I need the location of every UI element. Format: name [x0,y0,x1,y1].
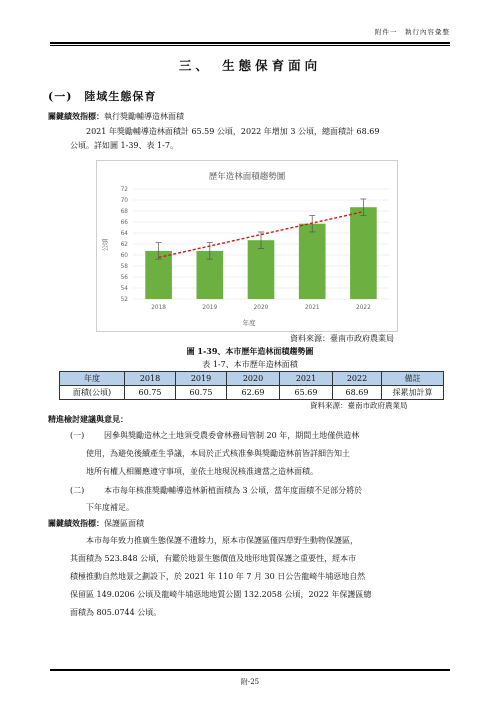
indicator-2-label: 關鍵績效指標： [48,518,104,528]
table-cell: 採累加計算 [382,386,444,400]
chart-xtick-label: 2022 [356,305,371,311]
review-label: 精進檢討建議與意見： [48,414,128,424]
review-item-1-line-2: 使用，為避免後續產生爭議，本局於正式核准參與獎勵造林前皆詳細告知土 [86,449,350,458]
review-item-2-line-1: 本市每年核准獎勵輔導造林新植面積為 3 公頃，當年度面積不足部分將於 [104,486,363,495]
trend-chart [96,160,398,332]
indicator-1-label: 關鍵績效指標： [48,111,104,121]
review-item-2-line-2: 下年度補足。 [86,503,134,512]
indicator-1-paragraph-line-1: 2021 年獎勵輔導造林面積計 65.59 公頃，2022 年增加 3 公頃，總面積計 68.69 [86,127,380,136]
indicator-1-paragraph-line-2: 公頃。詳如圖 1-39、表 1-7。 [70,141,178,150]
chart-title: 歷年造林面積趨勢圖 [208,172,286,182]
chart-ytick-label: 56 [120,275,128,282]
chart-svg [97,161,397,331]
table-header-cell: 年度 [60,372,125,386]
header-rule [50,42,450,46]
review-item-1-line-3: 地所有權人相關應遵守事項，並依土地現況核准適當之造林面積。 [86,467,318,476]
table-header-cell: 2022 [333,372,382,386]
table-cell: 60.75 [176,386,227,400]
table-header-cell: 2020 [227,372,280,386]
indicator-2-line-3: 積極推動自然地景之劃設下，於 2021 年 110 年 7 月 30 日公告龍崎牛埔惡地自然 [70,572,366,581]
indicator-2-line-5: 面積為 805.0744 公頃。 [70,608,162,617]
chart-ytick-label: 68 [120,209,128,216]
review-item-1-num: (一) [70,431,85,440]
table-row [60,386,444,400]
chart-bar [350,207,377,299]
chart-xtick-label: 2020 [253,305,269,311]
table-cell: 62.69 [227,386,280,400]
figure-source: 資料來源：臺南市政府農業局 [290,334,394,343]
running-header: 附件一 執行內容彙整 [375,28,450,36]
page-number: 附-25 [240,678,260,686]
indicator-1 [48,109,184,124]
section-title: 三、 生態保育面向 [178,58,322,73]
indicator-2-line-4: 保留區 149.0206 公頃及龍崎牛埔惡地地質公園 132.2058 公頃，2022 年保護區總 [70,590,372,599]
footer-rule [50,669,450,671]
table-cell: 68.69 [333,386,382,400]
chart-ytick-label: 64 [120,231,128,238]
chart-ytick-label: 62 [120,242,128,249]
table-header-row [60,372,444,386]
review-item-2-num: (二) [70,486,85,495]
review-item-1-line-1: 因參與獎勵造林之土地須受農委會林務局管制 20 年，期間土地僅供造林 [104,431,360,440]
chart-ytick-label: 60 [120,253,128,260]
chart-ylabel: 公頃 [101,238,109,252]
chart-xtick-label: 2021 [304,305,320,311]
table-source: 資料來源：臺南市政府農業局 [310,401,408,410]
table-header-cell: 2019 [176,372,227,386]
chart-bar [299,224,326,299]
table-caption: 表 1-7、本市歷年造林面積 [202,360,298,369]
chart-xlabel: 年度 [242,319,256,327]
table-cell: 60.75 [125,386,176,400]
indicator-2-line-1: 本市每年致力推廣生態保護不遺餘力，原本市保護區僅四草野生動物保護區， [86,536,358,545]
table-cell: 65.69 [280,386,333,400]
area-table [59,371,444,400]
chart-ytick-label: 70 [120,198,128,205]
chart-ytick-label: 72 [120,187,128,194]
table-header-cell: 備註 [382,372,444,386]
table-cell: 面積(公頃) [60,386,125,400]
chart-bar [248,240,275,299]
subsection-title: (一) 陸域生態保育 [48,90,157,103]
chart-xtick-label: 2019 [202,305,218,311]
figure-caption: 圖 1-39、本市歷年造林面積趨勢圖 [186,346,314,356]
chart-ytick-label: 52 [120,297,128,304]
chart-ytick-label: 54 [120,286,128,293]
indicator-2-name: 保護區面積 [104,519,144,528]
table-header-cell: 2021 [280,372,333,386]
chart-ytick-label: 58 [120,264,128,271]
chart-ytick-label: 66 [120,220,128,227]
table-header-cell: 2018 [125,372,176,386]
indicator-2-line-2: 其面積為 523.848 公頃，有鑑於地景生態價值及地形地質保護之重要性，經本市 [70,554,357,563]
indicator-2 [48,516,144,531]
indicator-1-name: 執行獎勵輔導造林面積 [104,112,184,121]
chart-xtick-label: 2018 [151,305,166,311]
